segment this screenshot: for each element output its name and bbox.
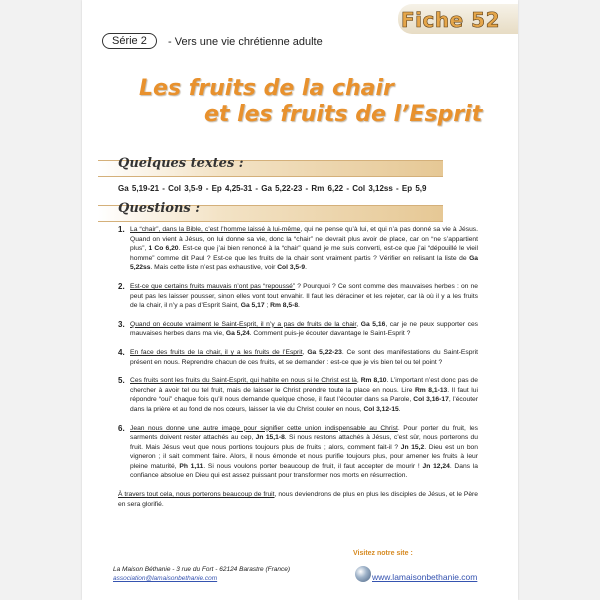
bible-reference: Jn 12,24: [422, 462, 450, 470]
question-text: . Si nous voulons porter beaucoup de fruit, il faut accepter de mourir !: [203, 462, 423, 470]
question-body: [130, 320, 478, 339]
bible-reference: Col 3,16-17: [413, 396, 449, 404]
question-text: .: [298, 302, 300, 310]
question-text: . Mais cette liste n’est pas exhaustive, voir: [150, 264, 278, 272]
document-page: [82, 0, 518, 600]
title-line-2: et les fruits de l’Esprit: [204, 102, 483, 127]
question-text: ;: [264, 302, 271, 310]
question-number: 4.: [118, 347, 125, 357]
question-lead: À travers tout cela, nous porterons beaucoup de fruit: [118, 491, 275, 499]
questions-list: [118, 225, 478, 509]
title-line-1: Les fruits de la chair: [139, 76, 394, 101]
footer-email-link[interactable]: association@lamaisonbethanie.com: [113, 575, 218, 582]
conclusion-paragraph: [118, 490, 478, 509]
question-text: . Dans la confiance absolue en Dieu qui est assez puissant pour transformer nos morts en résurrection.: [130, 462, 478, 480]
question-lead: En face des fruits de la chair, il y a les fruits de l’Esprit: [130, 348, 303, 356]
question-text: .: [305, 264, 307, 272]
website-link[interactable]: www.lamaisonbethanie.com: [372, 572, 478, 582]
question-number: 1.: [118, 225, 125, 234]
question-item: [118, 424, 478, 482]
bible-reference: Ph 1,11: [179, 462, 204, 470]
bible-reference: Jn 15,2: [400, 443, 425, 451]
question-text: ,: [356, 320, 361, 328]
question-text: . Il faut lui répondre “oui” chaque fois qu’il nous demande quelque chose, il faut l’écouter dans sa Parole,: [130, 386, 478, 404]
question-body: [130, 348, 478, 367]
footer-address: La Maison Béthanie - 3 rue du Fort - 62124 Barastre (France): [113, 566, 291, 573]
question-text: .: [398, 405, 401, 413]
question-text: ,: [302, 348, 308, 356]
footer-contact: [113, 565, 290, 583]
fiche-number: Fiche 52: [401, 8, 500, 32]
question-text: . Est-ce que j’ai bien renoncé à la “chair” quand je me suis converti, est-ce que j’ai “dépouillé le vieil homme” comme dit Paul ? Est-ce que les fruits de la chair sont vraiment partis ? Vérifier en relisant la liste de: [130, 245, 478, 262]
globe-icon: [355, 566, 371, 582]
bible-reference: Col 3,12-15: [363, 405, 399, 413]
question-lead: Ces fruits sont les fruits du Saint-Esprit, qui habite en nous si le Christ est là: [130, 377, 357, 385]
bible-reference: Ga 5,22ss: [130, 254, 478, 272]
bible-reference: Jn 15,1-8: [255, 434, 285, 442]
question-number: 6.: [118, 423, 125, 433]
question-text: . Ce sont des manifestations du Saint-Esprit présent en nous. Reprendre chacun de ces fruits, et se demander : est-ce que je vis bien tel ou tel point ?: [130, 348, 478, 366]
question-text: . L’important n’est donc pas de chercher à avoir tel ou tel fruit, mais de laisser le Christ prendre toute la place en nous. Lire: [130, 377, 478, 394]
scripture-references: Ga 5,19-21 - Col 3,5-9 - Ep 4,25-31 - Ga 5,22-23 - Rm 6,22 - Col 3,12ss - Ep 5,9: [118, 184, 427, 193]
question-text: . Pour porter du fruit, les sarments doivent rester attachés au cep,: [130, 424, 478, 442]
question-body: [130, 424, 478, 482]
visit-site-label: Visitez notre site :: [353, 550, 413, 557]
question-lead: Quand on écoute vraiment le Saint-Esprit, il n’y a pas de fruits de la chair: [130, 320, 357, 328]
questions-header-label: Questions :: [118, 201, 201, 216]
question-text: , nous deviendrons de plus en plus les disciples de Jésus, et le Père en sera glorifié.: [118, 491, 479, 508]
question-text: ? Pourquoi ? Ce sont comme des mauvaises herbes : on ne peut pas les laisser pousser, sinon elles vont tout envahir. Il faut les déraciner et les rejeter, car là où il y a les fruits de la chair, il n’y a pas d’Esprit Saint,: [130, 282, 478, 310]
question-number: 3.: [118, 319, 125, 329]
serie-subtitle: - Vers une vie chrétienne adulte: [168, 36, 323, 48]
question-item: [118, 282, 478, 311]
question-item: [118, 348, 478, 367]
question-number: 5.: [118, 376, 125, 386]
question-text: , qui ne pense qu’à lui, et qui n’a pas donné sa vie à Jésus. Quand on vient à Jésus, on lui donne sa vie, donc la “chair” ne devrait plus avoir de place, car on “ne s’appartient plus”,: [130, 226, 478, 253]
bible-reference: Ga 5,17: [240, 302, 265, 310]
bible-reference: Ga 5,24: [225, 330, 250, 338]
bible-reference: 1 Co 6,20: [148, 245, 179, 253]
bible-reference: Rm 8,5-8: [270, 302, 299, 310]
question-lead: La “chair”, dans la Bible, c’est l’homme laissé à lui-même: [130, 226, 301, 233]
bible-reference: Ga 5,16: [360, 320, 386, 328]
question-body: [130, 225, 478, 273]
question-text: . Comment puis-je écouter davantage le Saint-Esprit ?: [249, 330, 411, 338]
question-item: [118, 225, 478, 273]
question-text: , car je ne peux supporter ces mauvaises herbes dans ma vie,: [130, 320, 479, 338]
question-body: [130, 282, 478, 311]
bible-reference: Rm 8,10: [360, 377, 387, 385]
question-number: 2.: [118, 281, 125, 291]
bible-reference: Rm 8,1-13: [414, 386, 448, 394]
question-body: [130, 376, 478, 414]
serie-badge: Série 2: [102, 33, 157, 49]
question-text: . Dieu est un bon vigneron ; il sait comment faire. Alors, il nous émonde et nous purifie toujours plus, pour amener les fruits à leur pleine maturité,: [130, 443, 478, 470]
question-lead: Est-ce que certains fruits mauvais n’ont pas “repoussé”: [130, 282, 296, 290]
question-lead: Jean nous donne une autre image pour signifier cette union indispensable au Christ: [130, 424, 398, 432]
question-text: , l’écouter dans la prière et au fond de nos cœurs, laisser la vie du Christ couler en nous,: [130, 396, 479, 413]
question-text: ,: [356, 377, 361, 385]
question-item: [118, 320, 478, 339]
bible-reference: Col 3,5-9: [277, 264, 306, 272]
question-text: . Si nous restons attachés à Jésus, c’est sûr, nous porterons du fruit. Mais Jésus veut que nous portions toujours plus de fruits ; alors, comment fait-il ?: [130, 434, 479, 451]
bible-reference: Ga 5,22-23: [307, 348, 342, 356]
texts-header-label: Quelques textes :: [118, 156, 244, 171]
question-item: [118, 376, 478, 414]
